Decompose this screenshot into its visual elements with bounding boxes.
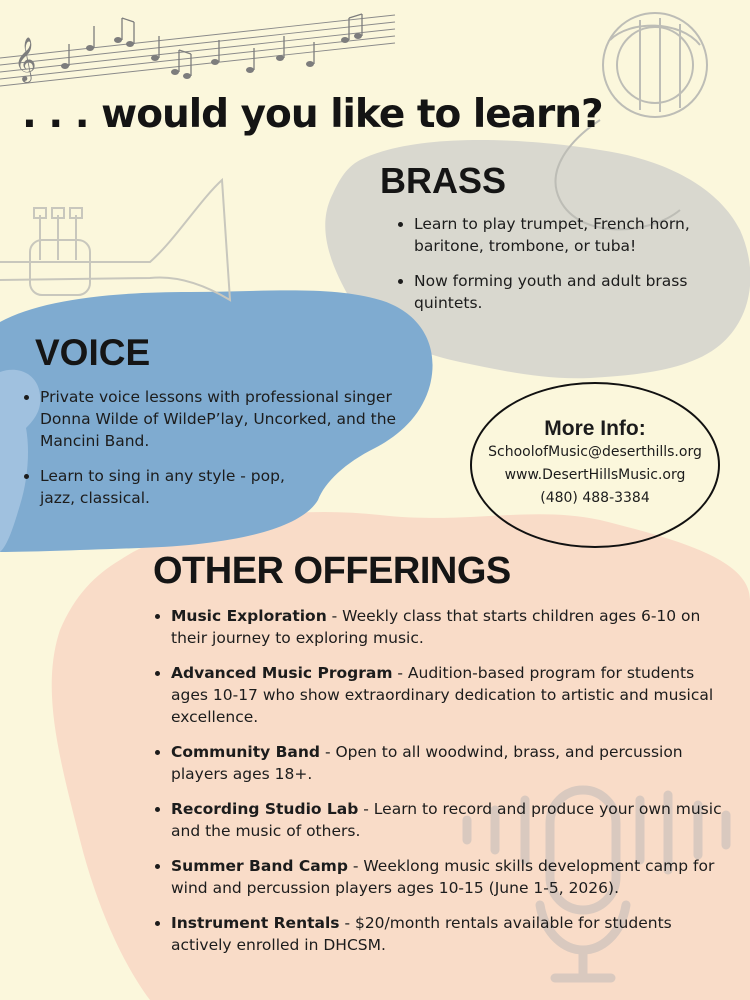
offering-desc: - Audition-based program for students ages 10-17 who show extraordinary dedication to artistic and musical excellence. [171,664,714,726]
list-item [171,855,736,899]
offering-desc: - $20/month rentals available for students actively enrolled in DHCSM. [171,914,672,954]
trumpet-art [0,180,230,300]
voice-title: VOICE [35,332,151,373]
voice-list [22,386,430,522]
headline: . . . would you like to learn? [22,92,603,137]
offering-name: Recording Studio Lab [171,800,359,818]
list-item: • Learn to play trumpet, French horn, baritone, trombone, or tuba! [414,213,724,257]
offering-name: Summer Band Camp [171,857,348,875]
offering-desc: - Weeklong music skills development camp for wind and percussion players ages 10-15 (June 1-5, 2026). [171,857,715,897]
list-item: • Private voice lessons with professional singer Donna Wilde of WildeP’lay, Uncorked, and the Mancini Band. [40,386,430,452]
website-link[interactable]: www.DesertHillsMusic.org [504,467,686,483]
offering-desc: - Weekly class that starts children ages 6-10 on their journey to exploring music. [171,607,701,647]
brass-list [396,213,724,327]
list-item: • Learn to sing in any style - pop, jazz, classical. [40,465,290,509]
offering-desc: - Learn to record and produce your own music and the music of others. [171,800,722,840]
list-item [171,741,736,785]
other-offerings-list [153,605,736,969]
offering-desc: - Open to all woodwind, brass, and percussion players ages 18+. [171,743,683,783]
offering-name: Community Band [171,743,321,761]
other-offerings-title: OTHER OFFERINGS [153,550,511,592]
email-link[interactable]: SchoolofMusic@deserthills.org [488,444,702,460]
list-item [171,912,736,956]
brass-title: BRASS [380,160,507,201]
list-item: • Now forming youth and adult brass quintets. [414,270,724,314]
list-item [171,605,736,649]
more-info-oval [470,382,720,548]
svg-text:𝄞: 𝄞 [14,37,37,81]
music-staff-art [0,15,395,86]
more-info-title: More Info: [544,417,646,440]
list-item [171,798,736,842]
offering-name: Music Exploration [171,607,327,625]
offering-name: Instrument Rentals [171,914,340,932]
list-item [171,662,736,728]
phone-number[interactable]: (480) 488-3384 [540,490,650,506]
offering-name: Advanced Music Program [171,664,393,682]
